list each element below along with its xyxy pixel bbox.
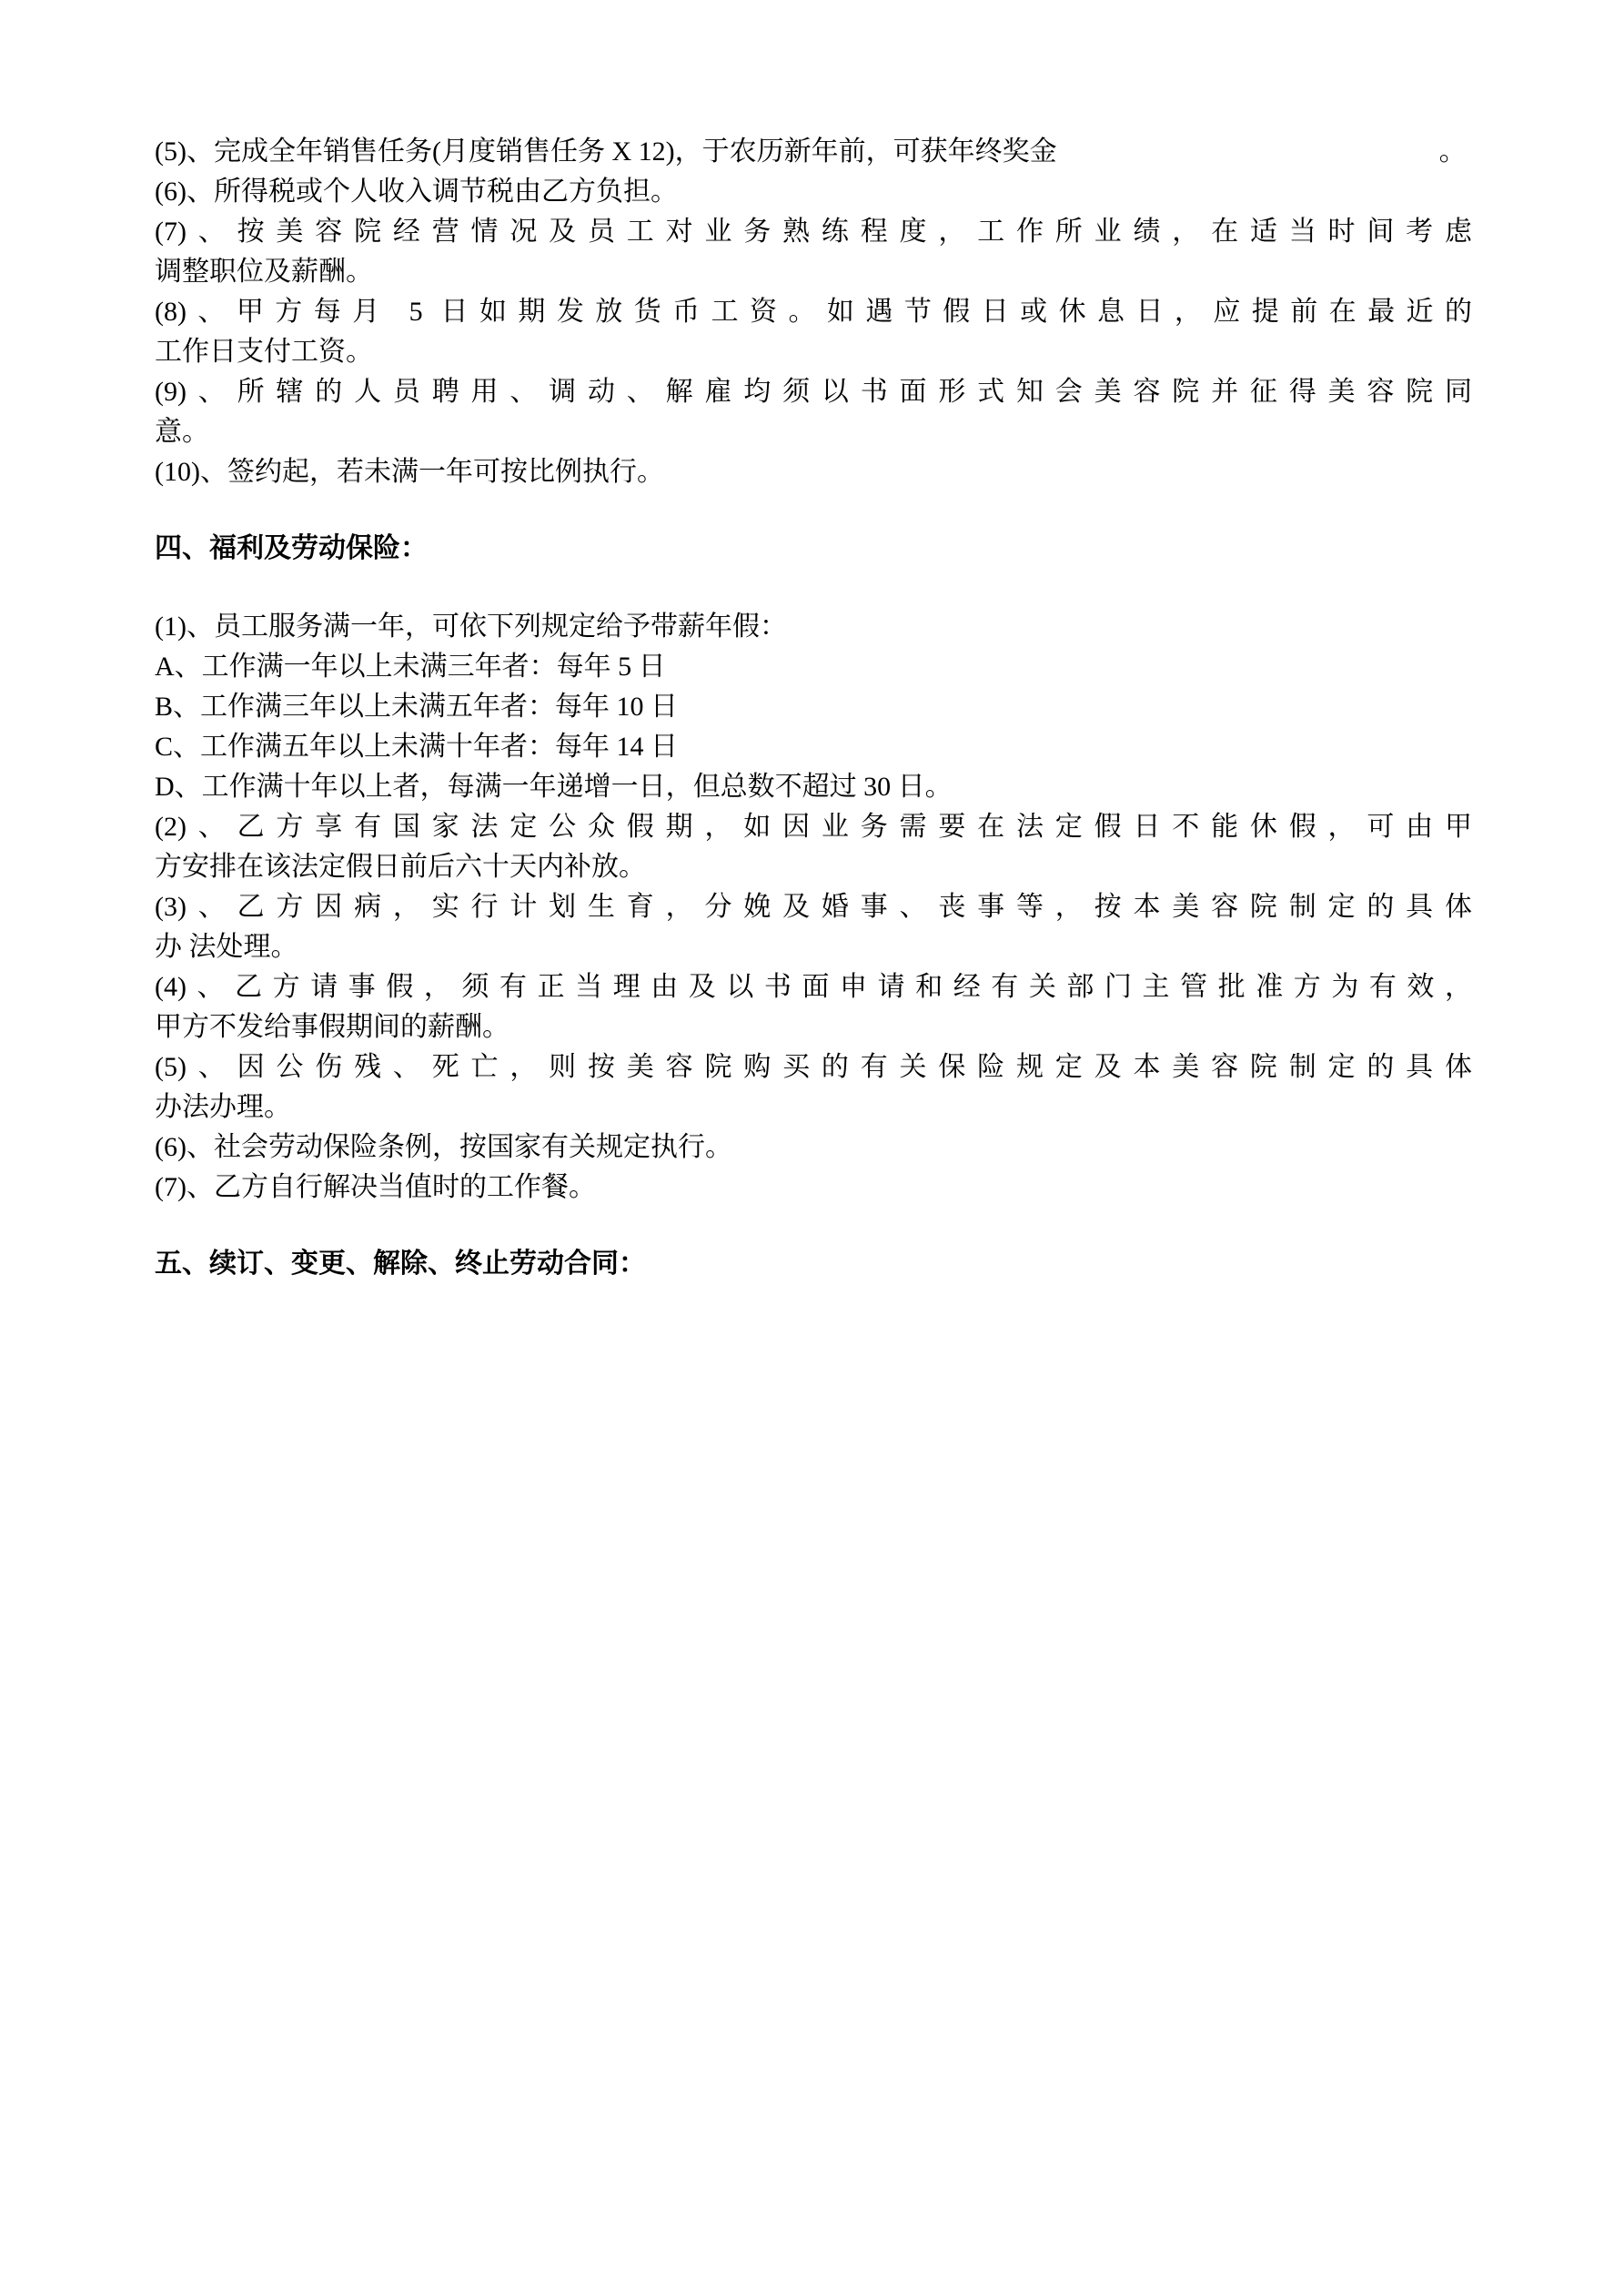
text-line: (6)、社会劳动保险条例，按国家有关规定执行。	[155, 1132, 732, 1162]
text-line: 工作日支付工资。	[155, 337, 373, 367]
text-line: (5)、完成全年销售任务(月度销售任务 X 12)，于农历新年前，可获年终奖金 。	[155, 137, 1467, 167]
text-line: (3)、乙方因病，实行计划生育，分娩及婚事、丧事等，按本美容院制定的具体	[155, 892, 1472, 922]
text-line: 甲方不发给事假期间的薪酬。	[155, 1012, 509, 1042]
text-line: D、工作满十年以上者，每满一年递增一日，但总数不超过 30 日。	[155, 772, 953, 802]
section-heading-welfare: 四、福利及劳动保险：	[155, 533, 428, 563]
document-content	[155, 132, 1472, 1322]
text-line: 办法办理。	[155, 1092, 291, 1122]
text-line: 调整职位及薪酬。	[155, 257, 373, 287]
text-line: (4)、乙方请事假，须有正当理由及以书面申请和经有关部门主管批准方为有效，	[155, 972, 1472, 1002]
text-line: (6)、所得税或个人收入调节税由乙方负担。	[155, 177, 678, 207]
text-line: 办 法处理。	[155, 932, 298, 962]
text-line: 方安排在该法定假日前后六十天内补放。	[155, 852, 646, 882]
text-line: (2)、乙方享有国家法定公众假期，如因业务需要在法定假日不能休假，可由甲	[155, 812, 1472, 842]
text-line: (1)、员工服务满一年，可依下列规定给予带薪年假：	[155, 612, 787, 642]
text-line: (8)、甲方每月 5 日如期发放货币工资。如遇节假日或休息日，应提前在最近的	[155, 297, 1472, 327]
text-line: (9)、所辖的人员聘用、调动、解雇均须以书面形式知会美容院并征得美容院同	[155, 377, 1472, 407]
section-heading-contract-change: 五、续订、变更、解除、终止劳动合同：	[155, 1249, 646, 1279]
text-line: A、工作满一年以上未满三年者：每年 5 日	[155, 652, 666, 682]
text-line: 意。	[155, 417, 209, 447]
text-line: (7)、按美容院经营情况及员工对业务熟练程度，工作所业绩，在适当时间考虑	[155, 217, 1472, 247]
text-line: (10)、签约起，若未满一年可按比例执行。	[155, 457, 664, 487]
text-line: (5)、因公伤残、死亡，则按美容院购买的有关保险规定及本美容院制定的具体	[155, 1052, 1472, 1082]
text-line: B、工作满三年以上未满五年者：每年 10 日	[155, 692, 679, 722]
text-line: C、工作满五年以上未满十年者：每年 14 日	[155, 732, 679, 762]
text-line: (7)、乙方自行解决当值时的工作餐。	[155, 1172, 596, 1202]
